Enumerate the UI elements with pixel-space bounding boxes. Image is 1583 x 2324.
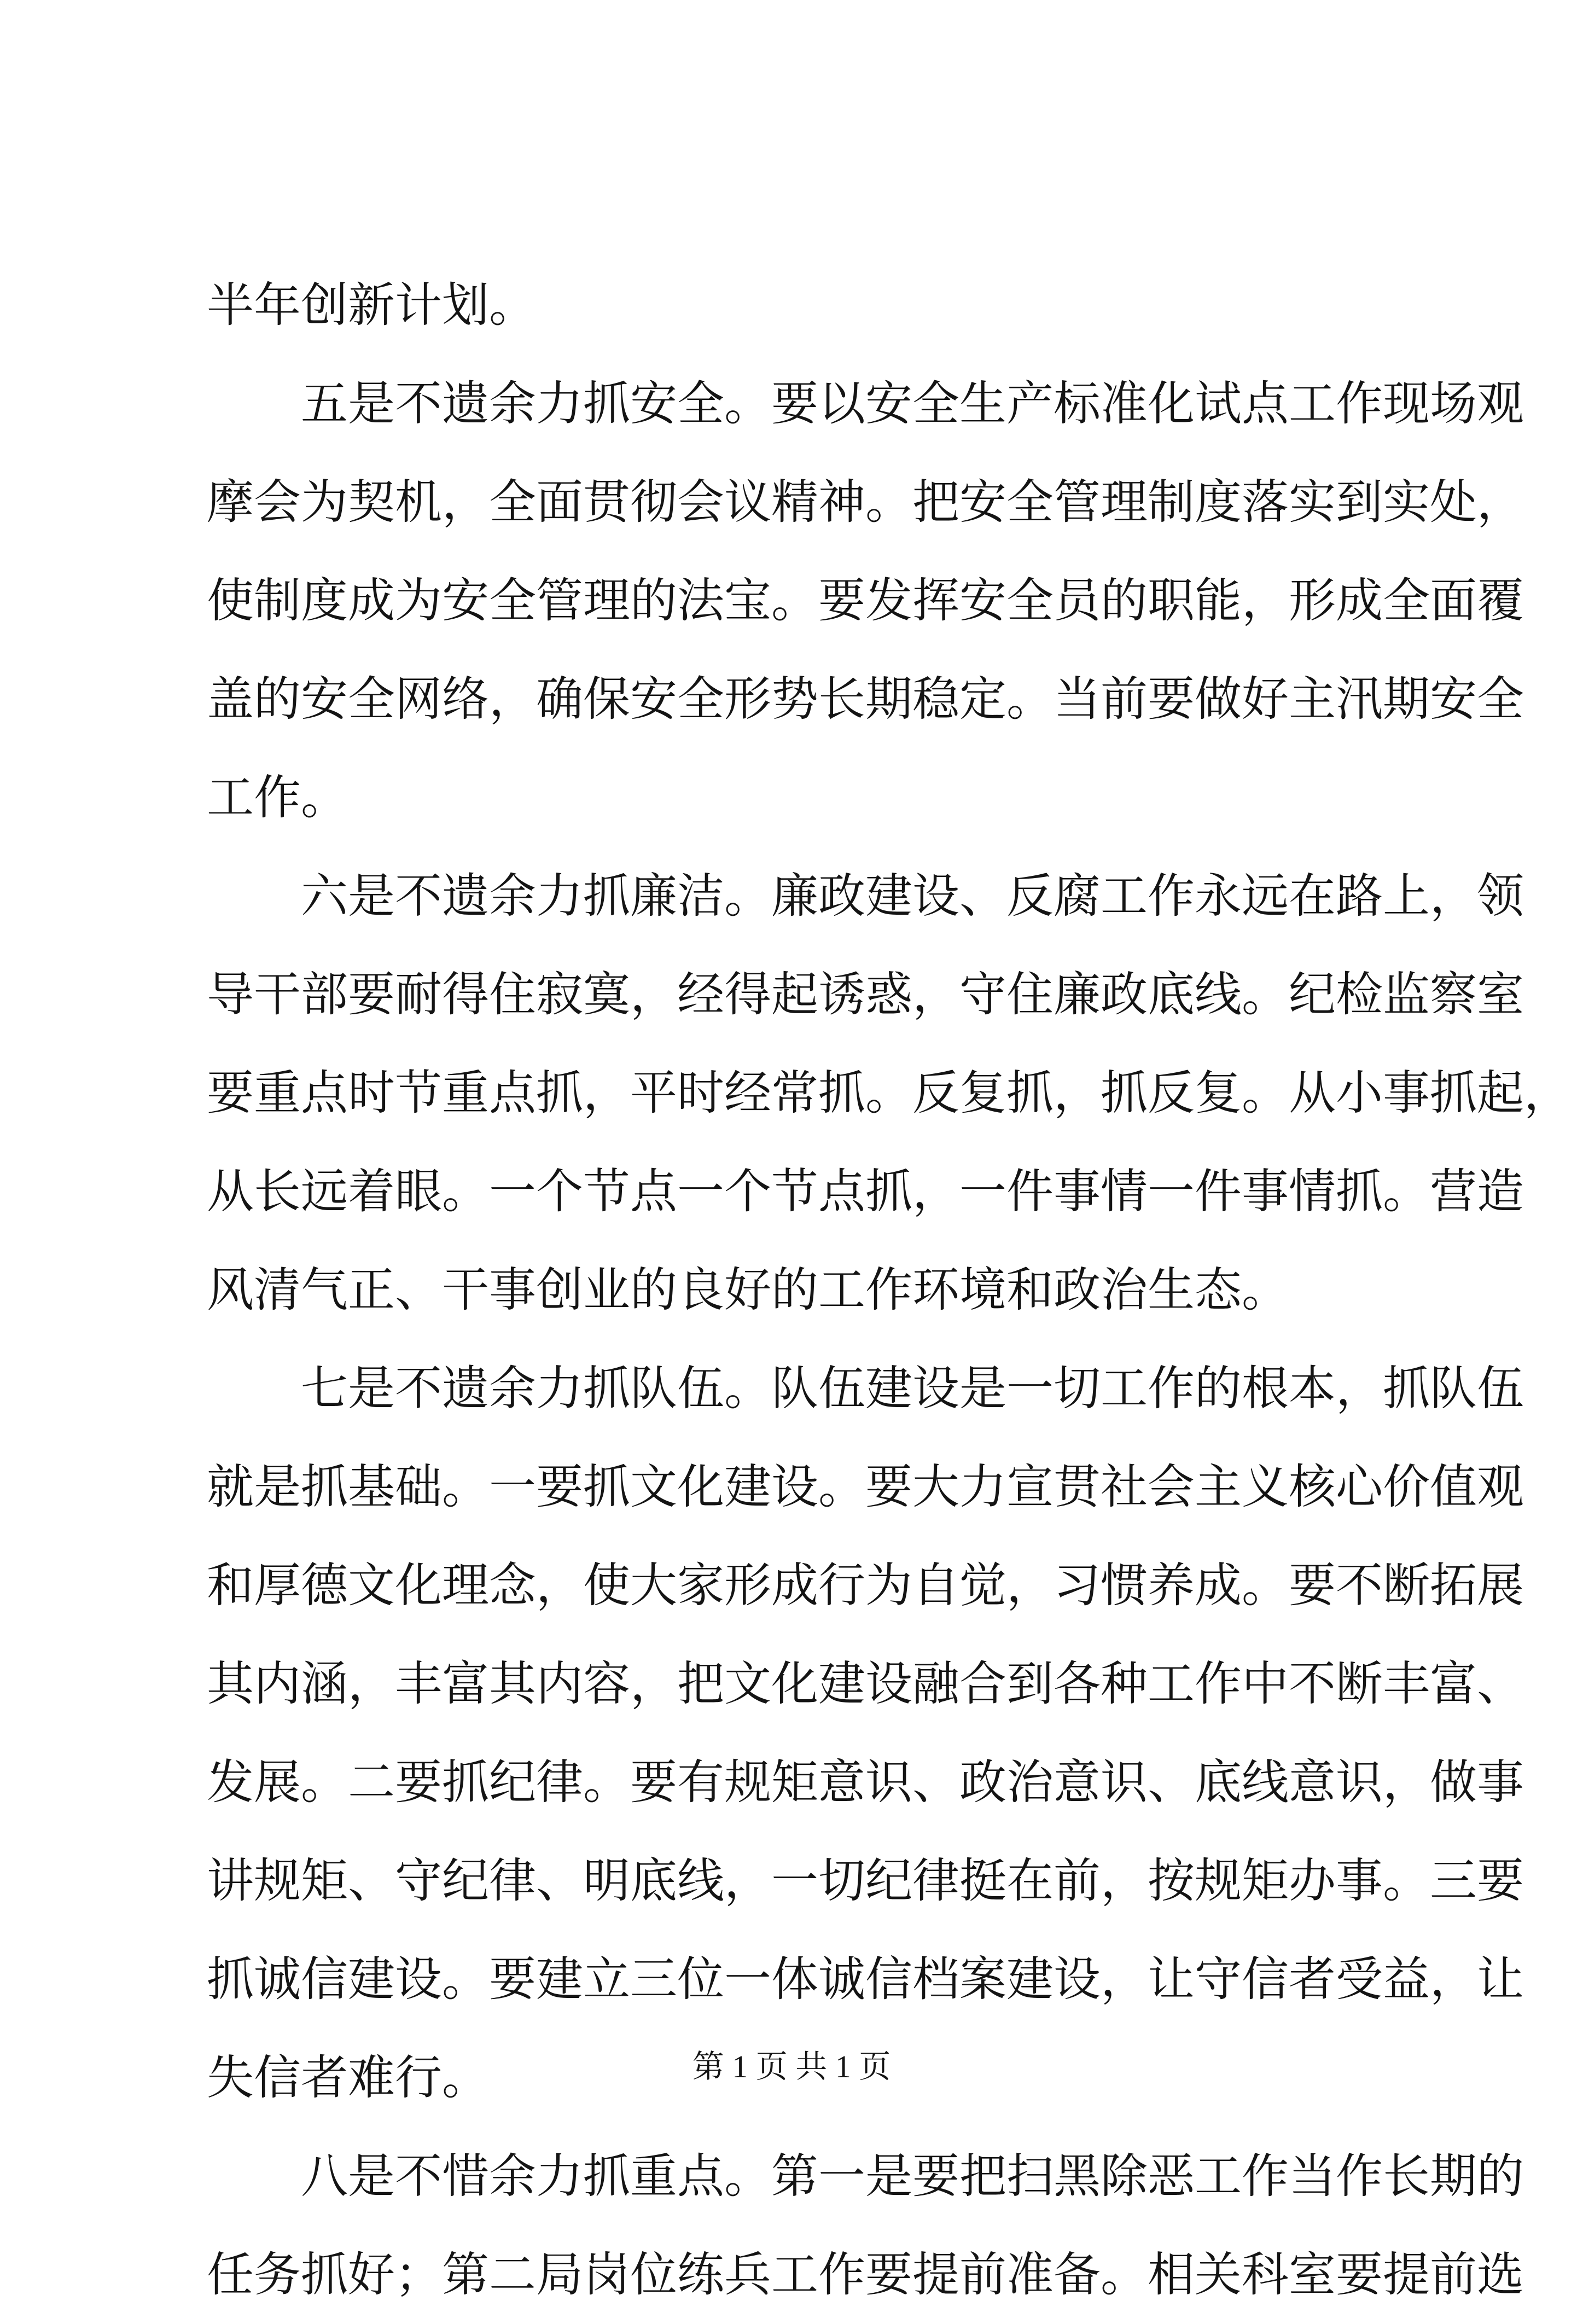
text-line: 其内涵，丰富其内容，把文化建设融合到各种工作中不断丰富、: [207, 1657, 1524, 1711]
text-line: 和厚德文化理念，使大家形成行为自觉，习惯养成。要不断拓展: [207, 1558, 1524, 1613]
text-line: 半年创新计划。: [207, 278, 536, 333]
text-line: 摩会为契机，全面贯彻会议精神。把安全管理制度落实到实处，: [207, 475, 1524, 530]
text-line: 抓诚信建设。要建立三位一体诚信档案建设，让守信者受益，让: [207, 1952, 1524, 2007]
paragraph-team: [207, 1339, 1524, 2127]
text-line: 使制度成为安全管理的法宝。要发挥安全员的职能，形成全面覆: [207, 573, 1524, 628]
text-line: 就是抓基础。一要抓文化建设。要大力宣贯社会主义核心价值观: [207, 1460, 1524, 1514]
text-line: 五是不遗余力抓安全。要以安全生产标准化试点工作现场观: [207, 376, 1524, 431]
text-line: 失信者难行。: [207, 2050, 489, 2105]
page-footer: 第 1 页 共 1 页: [692, 2049, 891, 2084]
text-line: 任务抓好；第二局岗位练兵工作要提前准备。相关科室要提前选: [207, 2247, 1524, 2302]
paragraph-continuation: [207, 256, 1388, 355]
document-body: [207, 256, 1571, 2324]
text-line: 讲规矩、守纪律、明底线，一切纪律挺在前，按规矩办事。三要: [207, 1854, 1524, 1908]
paragraph-integrity: [207, 847, 1571, 1339]
paragraph-priorities: [207, 2127, 1524, 2324]
paragraph-safety: [207, 355, 1524, 847]
text-line: 从长远着眼。一个节点一个节点抓，一件事情一件事情抓。营造: [207, 1164, 1524, 1219]
text-line: 要重点时节重点抓，平时经常抓。反复抓，抓反复。从小事抓起，: [207, 1066, 1571, 1120]
text-line: 七是不遗余力抓队伍。队伍建设是一切工作的根本，抓队伍: [207, 1361, 1524, 1416]
text-line: 盖的安全网络，确保安全形势长期稳定。当前要做好主汛期安全: [207, 672, 1524, 727]
text-line: 导干部要耐得住寂寞，经得起诱惑，守住廉政底线。纪检监察室: [207, 967, 1524, 1022]
text-line: 六是不遗余力抓廉洁。廉政建设、反腐工作永远在路上，领: [207, 869, 1524, 923]
text-line: 工作。: [207, 770, 348, 825]
text-line: 风清气正、干事创业的良好的工作环境和政治生态。: [207, 1263, 1289, 1317]
text-line: 发展。二要抓纪律。要有规矩意识、政治意识、底线意识，做事: [207, 1755, 1524, 1810]
text-line: 八是不惜余力抓重点。第一是要把扫黑除恶工作当作长期的: [207, 2149, 1524, 2204]
